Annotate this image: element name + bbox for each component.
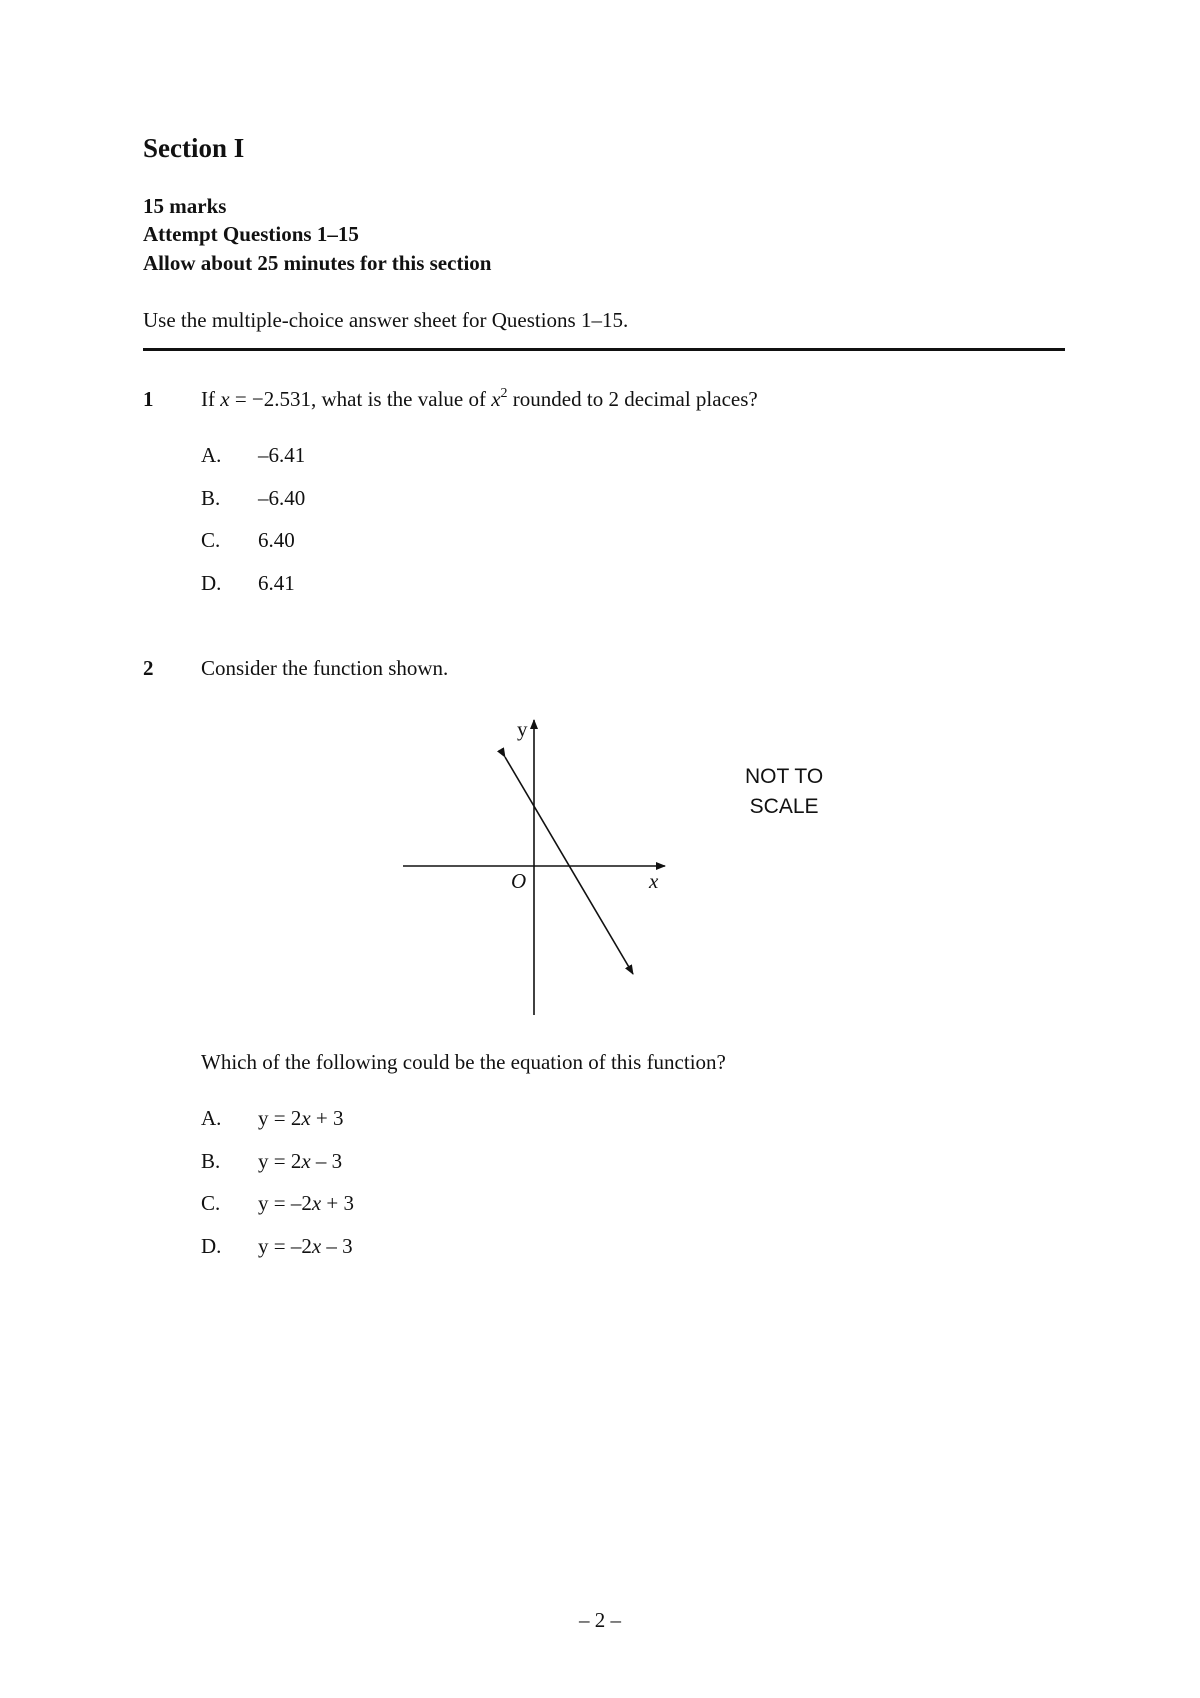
q1-option-d-value[interactable]: 6.41 (258, 571, 295, 595)
q1-option-b-letter[interactable]: B. (201, 486, 221, 510)
scale-note-line-2: SCALE (749, 795, 819, 818)
q1-option-a-letter[interactable]: A. (201, 443, 222, 467)
section-marks: 15 marks (143, 194, 227, 218)
q2-option-b-value[interactable] (258, 1149, 342, 1174)
question-2-number: 2 (143, 656, 154, 680)
function-graph (395, 712, 675, 1022)
q2-option-b-y: y (258, 1149, 269, 1173)
scale-note-line-1: NOT TO (745, 765, 824, 788)
q2-option-a-y: y (258, 1106, 269, 1130)
question-2-text: Consider the function shown. (201, 656, 449, 680)
q2-option-b-post: – 3 (310, 1149, 343, 1173)
q2-option-a-x: x (301, 1106, 311, 1130)
section-attempt: Attempt Questions 1–15 (143, 222, 359, 246)
q2-option-a-value[interactable] (258, 1106, 344, 1131)
y-axis-label: y (517, 717, 528, 741)
question-1-text-eq: = −2.531, what is the value of (234, 387, 486, 411)
q2-option-d-post: – 3 (321, 1234, 353, 1258)
q2-option-a-letter[interactable]: A. (201, 1106, 222, 1130)
q1-option-b-value[interactable]: –6.40 (258, 486, 306, 510)
question-2-prompt: Which of the following could be the equation of this function? (201, 1050, 726, 1074)
question-1-var-x2: x (491, 387, 501, 411)
section-divider (143, 348, 1065, 351)
q1-option-d-letter[interactable]: D. (201, 571, 222, 595)
question-1-text-rest: rounded to 2 decimal places? (512, 387, 758, 411)
section-instruction: Use the multiple-choice answer sheet for Questions 1–15. (143, 308, 629, 332)
x-axis-label: x (649, 869, 659, 893)
q2-option-c-pre: = –2 (268, 1191, 312, 1215)
q2-option-c-y: y (258, 1191, 269, 1215)
question-1-text-if: If (201, 387, 215, 411)
q2-option-b-pre: = 2 (268, 1149, 302, 1173)
question-1-number: 1 (143, 387, 154, 411)
question-1-var-x: x (220, 387, 230, 411)
q2-option-d-pre: = –2 (268, 1234, 312, 1258)
not-to-scale-note (745, 762, 823, 822)
q2-option-c-value[interactable] (258, 1191, 354, 1216)
q2-option-b-x: x (301, 1149, 311, 1173)
q1-option-c-letter[interactable]: C. (201, 528, 221, 552)
q2-option-c-post: + 3 (321, 1191, 355, 1215)
section-title: Section I (143, 133, 245, 163)
origin-label: O (511, 869, 527, 893)
q2-option-d-letter[interactable]: D. (201, 1234, 222, 1258)
q1-option-a-value[interactable]: –6.41 (258, 443, 306, 467)
q2-option-a-post: + 3 (310, 1106, 344, 1130)
q2-option-c-x: x (311, 1191, 322, 1215)
q2-option-a-pre: = 2 (268, 1106, 302, 1130)
question-1-exponent: 2 (500, 386, 508, 401)
q2-option-d-y: y (258, 1234, 269, 1258)
q2-option-d-x: x (311, 1234, 322, 1258)
section-time: Allow about 25 minutes for this section (143, 251, 492, 275)
q2-option-d-value[interactable] (258, 1234, 353, 1259)
q2-option-b-letter[interactable]: B. (201, 1149, 221, 1173)
page-number: – 2 – (579, 1608, 621, 1632)
q1-option-c-value[interactable]: 6.40 (258, 528, 295, 552)
question-1-text (201, 387, 758, 412)
q2-option-c-letter[interactable]: C. (201, 1191, 221, 1215)
